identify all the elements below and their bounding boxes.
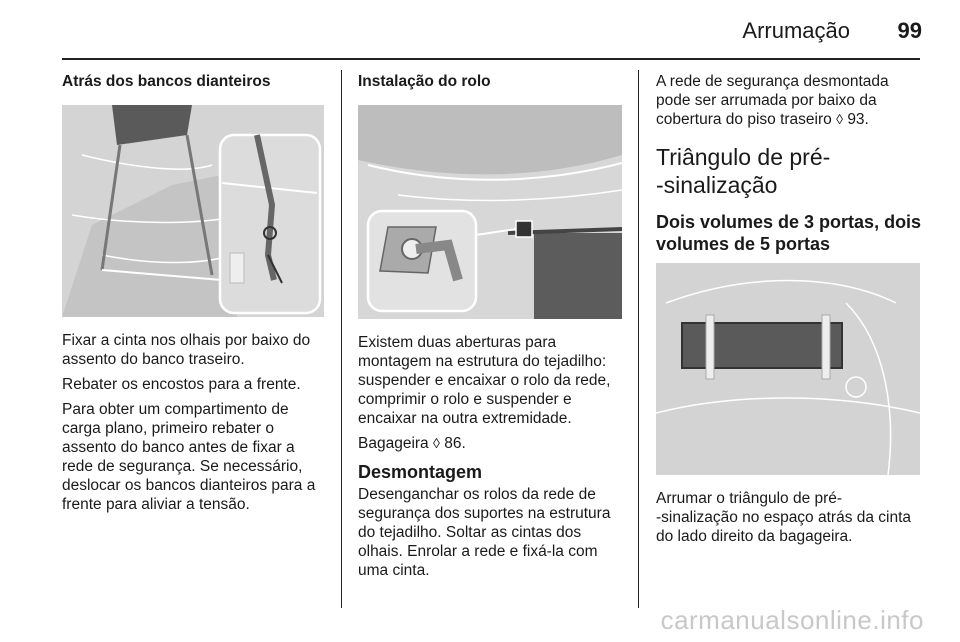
header-title: Arrumação	[742, 18, 850, 43]
storage-intro-text: A rede de segurança desmontada pode ser arrumada por baixo da cobertura do piso traseiro	[656, 73, 889, 128]
page-number: 99	[897, 18, 922, 43]
roller-ref-page: 86.	[444, 435, 466, 452]
page-ref-arrow-icon: ◊	[836, 111, 843, 127]
column-2	[358, 72, 624, 586]
warning-triangle-storage-illustration	[656, 263, 920, 475]
roller-mount-illustration	[358, 105, 622, 319]
removal-paragraph: Desenganchar os rolos da rede de segurança dos suportes na estrutura do tejadilho. Soltar as cintas dos olhais. Enrolar a rede e fixá-la com uma cinta.	[358, 486, 611, 579]
watermark: carmanualsonline.info	[660, 605, 924, 635]
seat-paragraph-1: Fixar a cinta nos olhais por baixo do assento do banco traseiro.	[62, 332, 311, 368]
storage-intro	[656, 72, 924, 129]
roller-ref-text: Bagageira	[358, 435, 429, 452]
column-1	[62, 72, 328, 520]
column-divider-1	[341, 70, 342, 608]
roller-reference	[358, 434, 624, 453]
section-title-line-1: Triângulo de pré-	[656, 144, 831, 170]
header-rule	[62, 58, 920, 60]
column-divider-2	[638, 70, 639, 608]
removal-heading: Desmontagem	[358, 462, 483, 482]
seat-paragraph-3: Para obter um compartimento de carga plano, primeiro rebater o assento do banco antes de fixar a rede de segurança. Se necessário, deslocar os bancos dianteiros para a frente para aliviar a tensão.	[62, 401, 316, 513]
page-ref-arrow-icon: ◊	[432, 435, 440, 451]
storage-intro-page: 93.	[847, 111, 869, 128]
triangle-caption-line-2: -sinalização no espaço atrás da cinta do lado direito da bagageira.	[656, 509, 912, 545]
seat-section-heading: Atrás dos bancos dianteiros	[62, 73, 271, 90]
body-type-subheading: Dois volumes de 3 portas, dois volumes de 5 portas	[656, 212, 922, 254]
warning-triangle-section-title	[656, 143, 924, 199]
section-title-line-2: -sinalização	[656, 172, 778, 198]
triangle-caption-line-1: Arrumar o triângulo de pré-	[656, 490, 843, 507]
roller-paragraph: Existem duas aberturas para montagem na estrutura do tejadilho: suspender e encaixar o rolo da rede, comprimir o rolo e suspender e encaixar na outra extremidade.	[358, 334, 611, 427]
column-3	[656, 72, 924, 552]
triangle-caption	[656, 489, 924, 546]
roller-section-heading: Instalação do rolo	[358, 73, 491, 90]
seat-paragraph-2: Rebater os encostos para a frente.	[62, 376, 301, 393]
seat-strap-illustration	[62, 105, 324, 317]
